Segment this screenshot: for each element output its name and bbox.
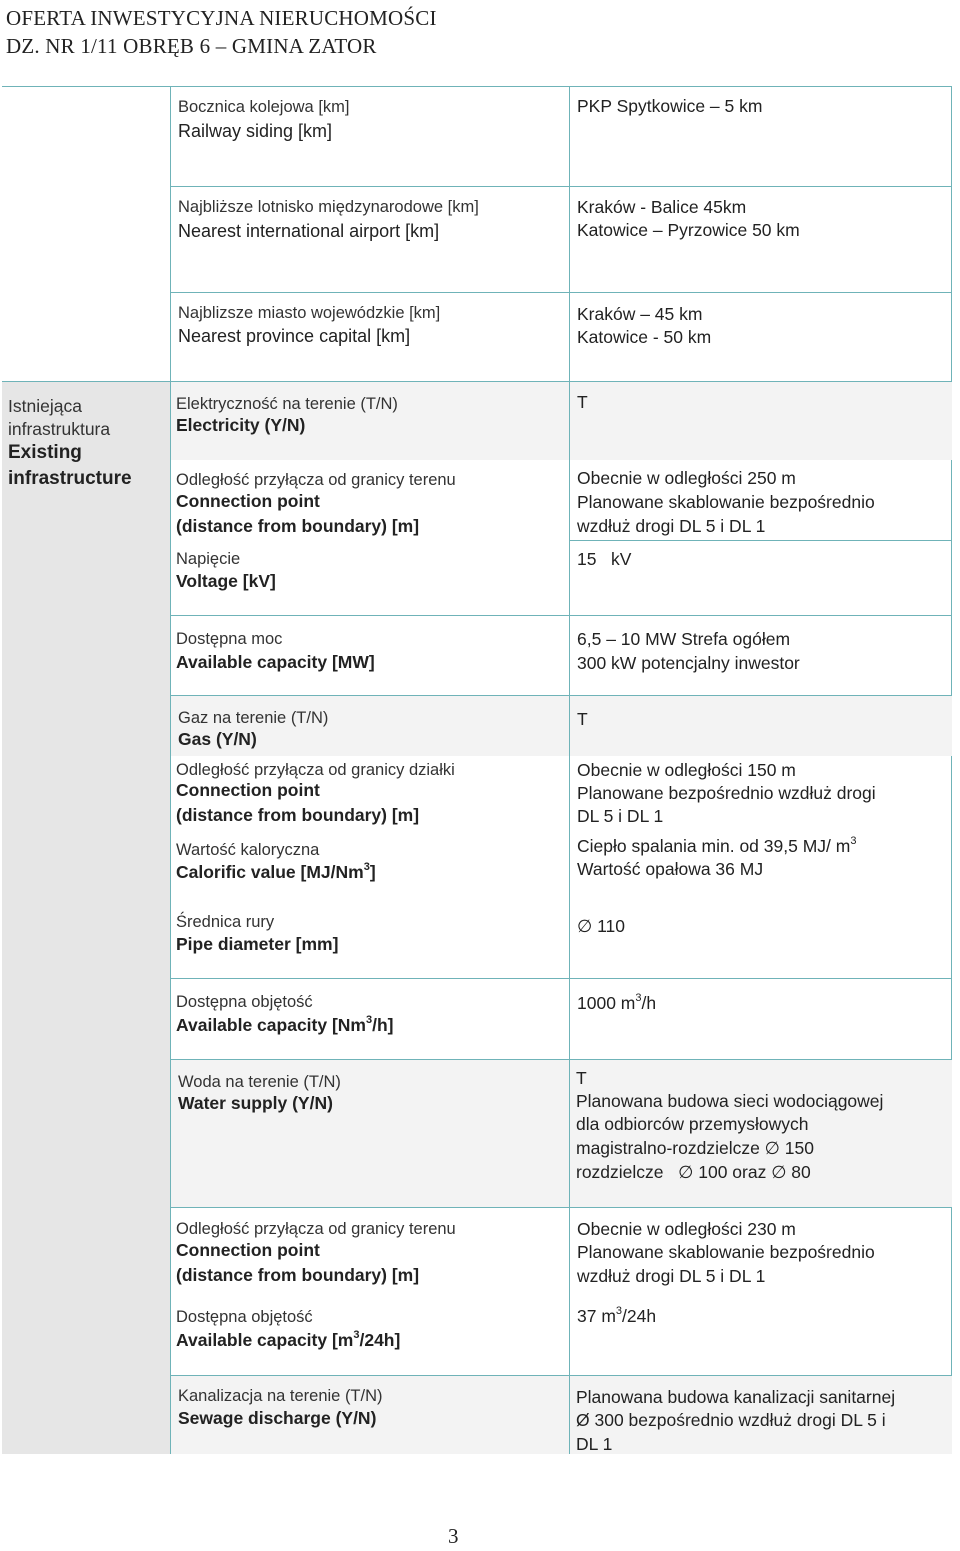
water-capacity-label-en-text: Available capacity [m: [176, 1330, 354, 1350]
water-capacity-label-pl: Dostępna objętość: [176, 1308, 313, 1326]
water-capacity-label-en-sup: 3: [353, 1329, 360, 1342]
power-label-pl: Dostępna moc: [176, 630, 283, 648]
water-value-3: dla odbiorców przemysłowych: [576, 1114, 809, 1134]
grid-line: [170, 615, 952, 616]
gas-capacity-label-en: [176, 1013, 394, 1037]
electricity-value: T: [577, 392, 588, 412]
pipe-label-en: Pipe diameter [mm]: [176, 934, 339, 954]
row-bg: [570, 382, 952, 460]
voltage-label-pl: Napięcie: [176, 550, 241, 568]
gas-capacity-value-end: /h: [641, 993, 657, 1013]
gas-conn-value-3: DL 5 i DL 1: [577, 806, 664, 826]
grid-line: [170, 695, 952, 696]
airport-label-en: Nearest international airport [km]: [178, 221, 440, 241]
blank-side-cell: [2, 87, 170, 382]
header-subtitle: DZ. NR 1/11 OBRĘB 6 – GMINA ZATOR: [6, 34, 377, 58]
water-capacity-value-end: /24h: [622, 1306, 657, 1326]
pipe-value: ∅ 110: [577, 916, 626, 936]
electricity-conn-label-pl: Odległość przyłącza od granicy terenu: [176, 471, 456, 489]
sewage-value-2: Ø 300 bezpośrednio wzdłuż drogi DL 5 i: [576, 1410, 886, 1430]
electricity-label-en: Electricity (Y/N): [176, 415, 306, 435]
sewage-label-en: Sewage discharge (Y/N): [178, 1408, 377, 1428]
electricity-conn-value-1: Obecnie w odległości 250 m: [577, 468, 796, 488]
gas-capacity-label-en-text: Available capacity [Nm: [176, 1015, 366, 1035]
electricity-conn-label-en-2: (distance from boundary) [m]: [176, 516, 420, 536]
railway-label-en: Railway siding [km]: [178, 121, 333, 141]
railway-value: PKP Spytkowice – 5 km: [577, 96, 763, 116]
calorific-label-en-text: Calorific value [MJ/Nm: [176, 862, 364, 882]
water-label-en: Water supply (Y/N): [178, 1093, 333, 1113]
airport-value-1: Kraków - Balice 45km: [577, 197, 747, 217]
header-title: OFERTA INWESTYCYJNA NIERUCHOMOŚCI: [6, 6, 437, 30]
calorific-label-en-sup: 3: [363, 861, 370, 874]
gas-capacity-label-pl: Dostępna objętość: [176, 993, 313, 1011]
water-conn-label-pl: Odległość przyłącza od granicy terenu: [176, 1220, 456, 1238]
gas-capacity-label-en-end: /h]: [372, 1015, 394, 1035]
electricity-conn-label-en-1: Connection point: [176, 491, 320, 511]
grid-line: [170, 292, 952, 293]
water-conn-label-en-2: (distance from boundary) [m]: [176, 1265, 420, 1285]
grid-line: [170, 978, 952, 979]
calorific-value-1-text: Ciepło spalania min. od 39,5 MJ/ m: [577, 836, 851, 856]
document-header: [6, 4, 437, 60]
water-value-1: T: [576, 1068, 587, 1088]
power-value-2: 300 kW potencjalny inwestor: [577, 653, 800, 673]
electricity-conn-value-2: Planowane skablowanie bezpośrednio: [577, 492, 875, 512]
calorific-value-1-sup: 3: [850, 835, 857, 848]
water-label-pl: Woda na terenie (T/N): [178, 1073, 341, 1091]
calorific-label-en: [176, 860, 376, 884]
water-conn-value-2: Planowane skablowanie bezpośrednio: [577, 1242, 875, 1262]
water-conn-label-en-1: Connection point: [176, 1240, 320, 1260]
gas-capacity-value-sup: 3: [635, 992, 642, 1005]
row-bg: [570, 696, 952, 756]
pipe-label-pl: Średnica rury: [176, 913, 275, 931]
electricity-label-pl: Elektryczność na terenie (T/N): [176, 395, 398, 413]
grid-line: [170, 1375, 952, 1376]
grid-line: [2, 381, 952, 382]
gas-conn-value-2: Planowane bezpośrednio wzdłuż drogi: [577, 783, 876, 803]
sewage-label-pl: Kanalizacja na terenie (T/N): [178, 1387, 383, 1405]
airport-label-pl: Najbliższe lotnisko międzynarodowe [km]: [178, 198, 479, 216]
capital-label-en: Nearest province capital [km]: [178, 326, 411, 346]
voltage-label-en: Voltage [kV]: [176, 571, 276, 591]
gas-capacity-label-en-sup: 3: [366, 1014, 373, 1027]
gas-capacity-value-text: 1000 m: [577, 993, 636, 1013]
grid-line: [170, 1207, 952, 1208]
electricity-conn-value-3: wzdłuż drogi DL 5 i DL 1: [577, 516, 766, 536]
gas-capacity-value: [577, 991, 656, 1015]
water-capacity-value: [577, 1304, 656, 1328]
gas-conn-label-en-2: (distance from boundary) [m]: [176, 805, 420, 825]
grid-line: [170, 1059, 952, 1060]
water-value-5: rozdzielcze ∅ 100 oraz ∅ 80: [576, 1162, 811, 1182]
grid-line: [570, 540, 952, 541]
water-capacity-value-sup: 3: [615, 1305, 623, 1318]
calorific-label-en-end: ]: [369, 862, 376, 882]
sewage-value-1: Planowana budowa kanalizacji sanitarnej: [576, 1387, 896, 1407]
section-column: [2, 382, 170, 1454]
voltage-value: 15 kV: [577, 549, 632, 569]
section-title-pl-1: Istniejąca: [8, 396, 82, 416]
capital-label-pl: Najblizsze miasto wojewódzkie [km]: [178, 304, 441, 322]
water-conn-value-3: wzdłuż drogi DL 5 i DL 1: [577, 1266, 766, 1286]
section-title-pl-2: infrastruktura: [8, 419, 111, 439]
water-capacity-value-text: 37 m: [577, 1306, 616, 1326]
water-conn-value-1: Obecnie w odległości 230 m: [577, 1219, 796, 1239]
grid-line: [170, 186, 952, 187]
water-capacity-label-en-end: /24h]: [359, 1330, 401, 1350]
water-value-2: Planowana budowa sieci wodociągowej: [576, 1091, 884, 1111]
gas-conn-value-1: Obecnie w odległości 150 m: [577, 760, 796, 780]
power-value-1: 6,5 – 10 MW Strefa ogółem: [577, 629, 791, 649]
calorific-label-pl: Wartość kaloryczna: [176, 841, 320, 859]
section-title-en-2: infrastructure: [8, 468, 132, 489]
power-label-en: Available capacity [MW]: [176, 652, 375, 672]
gas-label-pl: Gaz na terenie (T/N): [178, 709, 329, 727]
gas-conn-label-en-1: Connection point: [176, 780, 320, 800]
water-capacity-label-en: [176, 1328, 400, 1352]
calorific-value-2: Wartość opałowa 36 MJ: [577, 859, 764, 879]
capital-value-1: Kraków – 45 km: [577, 304, 703, 324]
gas-label-en: Gas (Y/N): [178, 729, 257, 749]
page-number: 3: [448, 1524, 459, 1548]
water-value-4: magistralno-rozdzielcze ∅ 150: [576, 1138, 814, 1158]
section-title-en-1: Existing: [8, 442, 82, 463]
railway-label-pl: Bocznica kolejowa [km]: [178, 98, 350, 116]
calorific-value-1: [577, 834, 856, 858]
airport-value-2: Katowice – Pyrzowice 50 km: [577, 220, 800, 240]
sewage-value-3: DL 1: [576, 1434, 613, 1454]
gas-conn-label-pl: Odległość przyłącza od granicy działki: [176, 761, 455, 779]
capital-value-2: Katowice - 50 km: [577, 327, 712, 347]
gas-value: T: [577, 709, 588, 729]
